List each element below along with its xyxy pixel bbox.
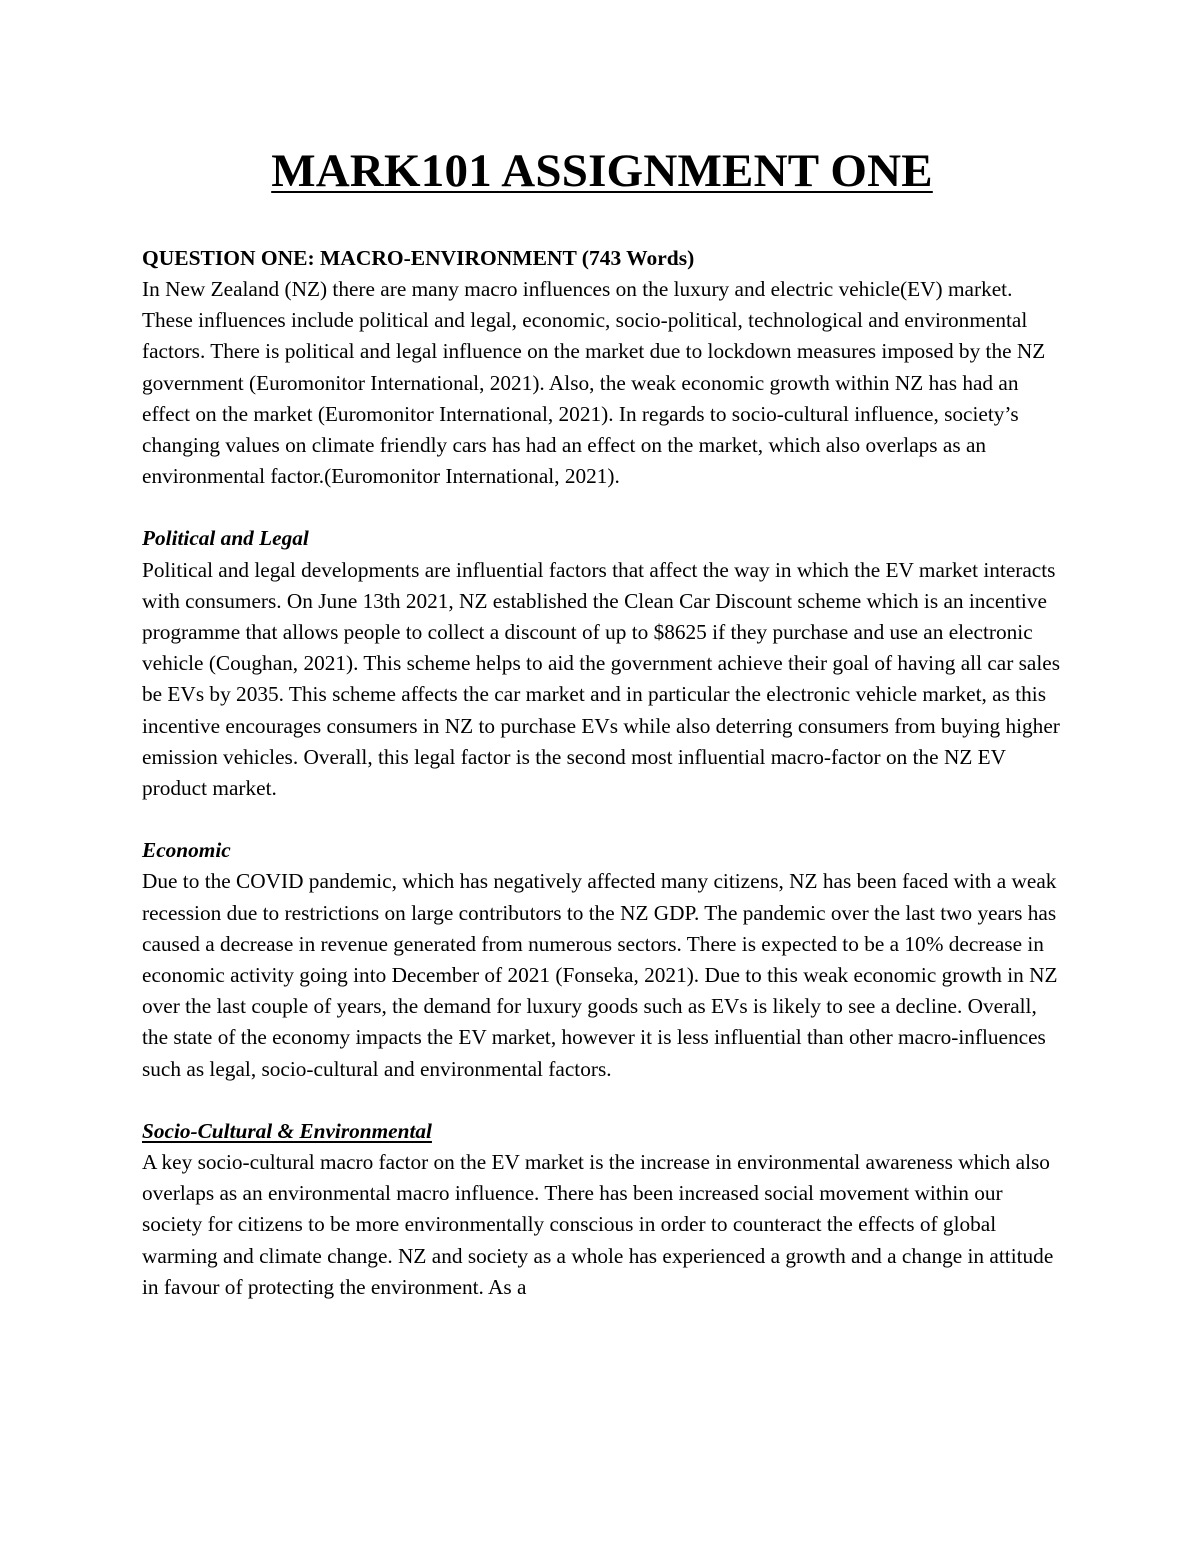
section-heading-socio-cultural-environmental: Socio-Cultural & Environmental xyxy=(142,1118,432,1143)
section-body-socio-cultural-environmental: A key socio-cultural macro factor on the EV market is the increase in environmental awareness which also overlaps as an environmental macro influence. There has been increased social movement within our society for citizens to be more environmentally conscious in order to counteract the effects of global warming and climate change. NZ and society as a whole has experienced a growth and a change in attitude in favour of protecting the environment. As a xyxy=(142,1150,1054,1299)
section-body-political-legal: Political and legal developments are influential factors that affect the way in which the EV market interacts with consumers. On June 13th 2021, NZ established the Clean Car Discount scheme which is an incentive programme that allows people to collect a discount of up to $8625 if they purchase and use an electronic vehicle (Coughan, 2021). This scheme helps to aid the government achieve their goal of having all car sales be EVs by 2035. This scheme affects the car market and in particular the electronic vehicle market, as this incentive encourages consumers in NZ to purchase EVs while also deterring consumers from buying higher emission vehicles. Overall, this legal factor is the second most influential macro-factor on the NZ EV product market. xyxy=(142,557,1061,801)
document-title: MARK101 ASSIGNMENT ONE xyxy=(271,145,933,197)
section-body-economic: Due to the COVID pandemic, which has negatively affected many citizens, NZ has been faced with a weak recession due to restrictions on large contributors to the NZ GDP. The pandemic over the last two years has caused a decrease in revenue generated from numerous sectors. There is expected to be a 10% decrease in economic activity going into December of 2021 (Fonseka, 2021). Due to this weak economic growth in NZ over the last couple of years, the demand for luxury goods such as EVs is likely to see a decline. Overall, the state of the economy impacts the EV market, however it is less influential than other macro-influences such as legal, socio-cultural and environmental factors. xyxy=(142,869,1058,1081)
intro-paragraph: In New Zealand (NZ) there are many macro influences on the luxury and electric vehicle(EV) market. These influences include political and legal, economic, socio-political, technological and environmental factors. There is political and legal influence on the market due to lockdown measures imposed by the NZ government (Euromonitor International, 2021). Also, the weak economic growth within NZ has had an effect on the market (Euromonitor International, 2021). In regards to socio-cultural influence, society’s changing values on climate friendly cars has had an effect on the market, which also overlaps as an environmental factor.(Euromonitor International, 2021). xyxy=(142,277,1046,489)
question-heading: QUESTION ONE: MACRO-ENVIRONMENT (743 Words) xyxy=(142,246,695,270)
section-heading-economic: Economic xyxy=(142,838,231,863)
document-content xyxy=(142,140,1062,1303)
section-heading-political-legal: Political and Legal xyxy=(142,526,309,551)
